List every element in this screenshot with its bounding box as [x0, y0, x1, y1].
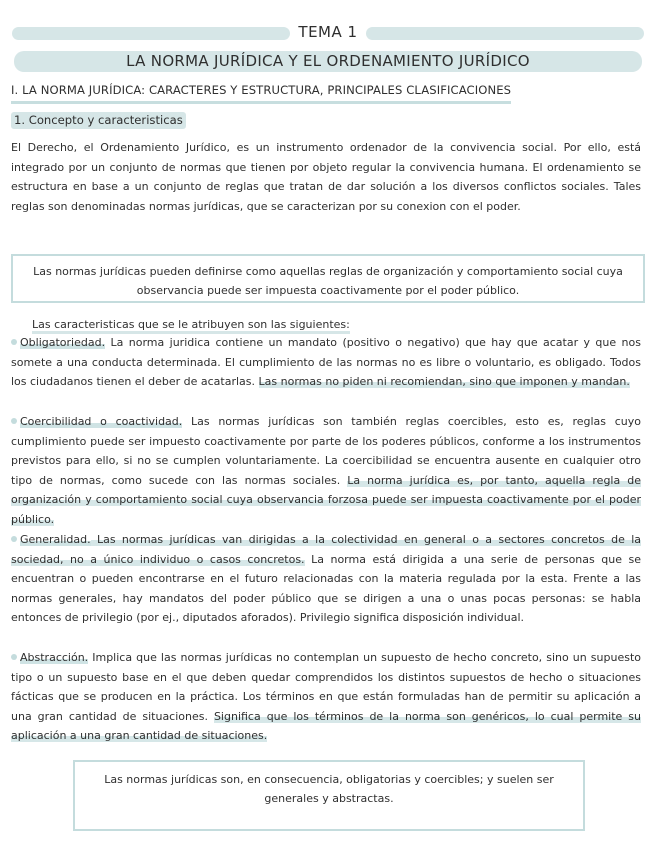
characteristic-abstraccion — [11, 648, 641, 746]
bullet-icon — [11, 339, 17, 345]
characteristic-generalidad — [11, 530, 641, 628]
text-obligatoriedad: La norma juridica contiene un mandato (positivo o negativo) que hay que acatar y que nos somete a una conducta determinada. El cumplimiento de las normas no es libre o voluntario, es obligado. Todos los ciudadanos tienen el deber de acatarlas. — [11, 336, 641, 388]
characteristics-intro-text: Las caracteristicas que se le atribuyen son las siguientes: — [32, 318, 350, 334]
text-abstraccion: Implica que las normas jurídicas no contemplan un supuesto de hecho concreto, sino un supuesto tipo o un supuesto base en el que deben quedar comprendidos los distintos supuestos de hecho o situaciones fácticas que se producen en la práctica. Los términos en que están formuladas han de permitir su aplicación a una gran cantidad de situaciones. — [11, 651, 641, 723]
characteristics-intro — [32, 317, 350, 333]
term-abstraccion: Abstracción. — [20, 651, 89, 664]
characteristic-obligatoriedad — [11, 333, 641, 392]
text-generalidad: La norma está dirigida a una serie de personas que se encuentran o pueden encontrarse en el futuro relacionadas con la materia regulada por la esta. Frente a las normas generales, hay mandatos del poder público que se dirigen a una o unas pocas personas: se habla entonces de privilegio (por ej., diputados aforados). Privilegio significa disposición individual. — [11, 552, 642, 624]
intro-paragraph: El Derecho, el Ordenamiento Jurídico, es un instrumento ordenador de la convivencia social. Por ello, está integrado por un conjunto de normas que tienen por objeto regular la convivencia humana. El ordenamiento se estructura en base a un conjunto de reglas que tratan de dar solución a los diversos conflictos sociales. Tales reglas son denominadas normas jurídicas, que se caracterizan por su conexion con el poder. — [11, 141, 641, 213]
highlight-coercibilidad: La norma jurídica es, por tanto, aquella regla de organización y comportamiento social cuya observancia forzosa puede ser impuesta coactivamente por el poder público. — [11, 473, 642, 526]
term-generalidad: Generalidad. — [20, 533, 91, 546]
text-coercibilidad: Las normas jurídicas son también reglas coercibles, esto es, reglas cuyo cumplimiento puede ser impuesto coactivamente por parte de los poderes públicos, conforme a los instrumentos previstos para ello, si no se cumplen voluntariamente. La coercibilidad se encuentra ausente en cualquier otro tipo de normas, como sucede con las normas sociales. — [11, 415, 641, 487]
characteristic-coercibilidad — [11, 412, 641, 529]
conclusion-box: Las normas jurídicas son, en consecuencia, obligatorias y coercibles; y suelen ser generales y abstractas. — [73, 760, 585, 831]
subsection-title: 1. Concepto y caracteristicas — [11, 112, 186, 129]
definition-box: Las normas jurídicas pueden definirse como aquellas reglas de organización y comportamiento social cuya observancia puede ser impuesta coactivamente por el poder público. — [11, 254, 645, 303]
term-obligatoriedad: Obligatoriedad. — [20, 336, 106, 349]
bullet-icon — [11, 536, 17, 542]
term-coercibilidad: Coercibilidad o coactividad. — [20, 415, 183, 428]
tema-label: TEMA 1 — [298, 23, 358, 41]
highlight-generalidad: Las normas jurídicas van dirigidas a la colectividad en general o a sectores concretos de la sociedad, no a único individuo o casos concretos. — [11, 533, 641, 566]
highlight-abstraccion: Significa que los términos de la norma son genéricos, lo cual permite su aplicación a una gran cantidad de situaciones. — [11, 709, 641, 742]
tema-header — [12, 23, 644, 43]
main-title: LA NORMA JURÍDICA Y EL ORDENAMIENTO JURÍDICO — [14, 51, 642, 72]
bullet-icon — [11, 654, 17, 660]
highlight-obligatoriedad: Las normas no piden ni recomiendan, sino que imponen y mandan. — [258, 375, 630, 388]
section-title: I. LA NORMA JURÍDICA: CARACTERES Y ESTRUCTURA, PRINCIPALES CLASIFICACIONES — [11, 82, 511, 104]
bullet-icon — [11, 418, 17, 424]
